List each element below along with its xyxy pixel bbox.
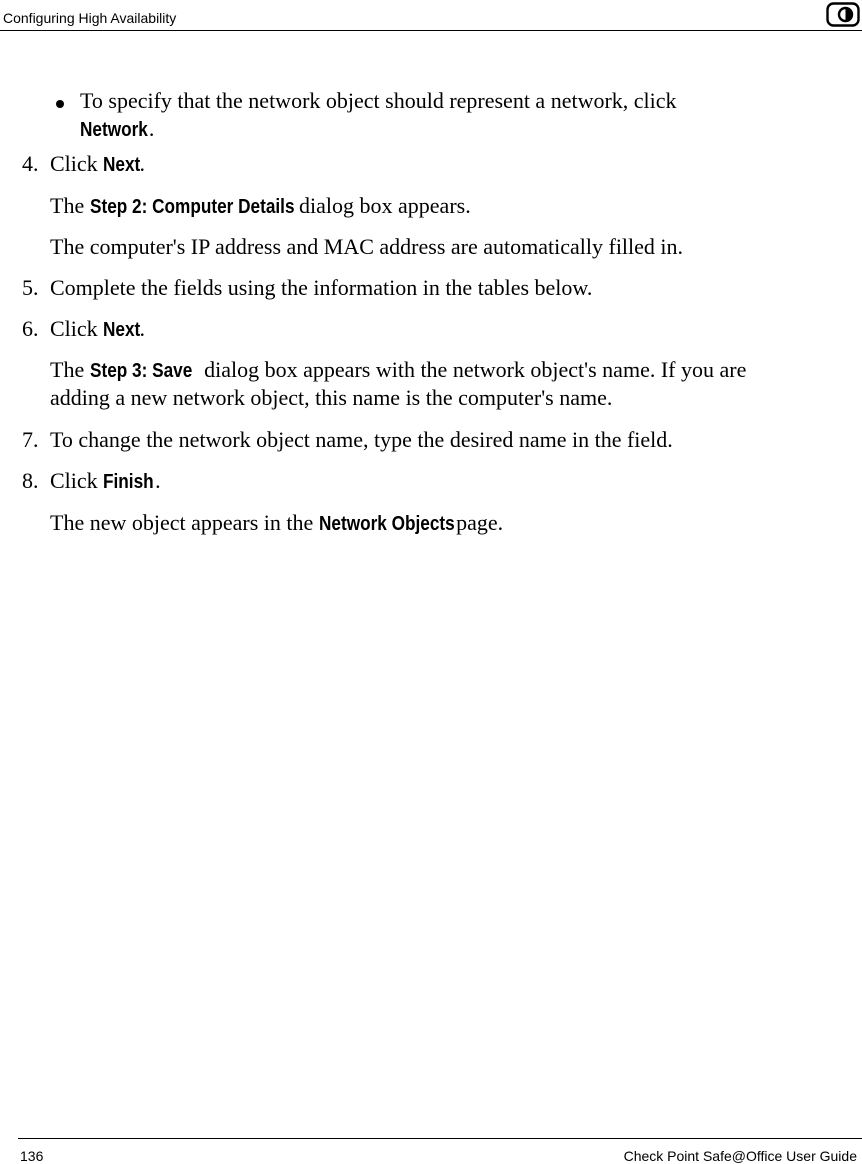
step8-result: The new object appears in the Network Objects page. — [50, 510, 504, 535]
step-number: 5. — [22, 275, 39, 300]
bullet-text-line2: Network. — [80, 116, 155, 141]
page-header — [0, 0, 862, 32]
page-number: 136 — [20, 1148, 44, 1164]
footer-divider — [18, 1138, 862, 1139]
step6-result-line2: adding a new network object, this name is the computer's name. — [50, 385, 613, 410]
ui-term-next: Next — [103, 154, 141, 176]
step-number: 8. — [22, 468, 39, 493]
step-number: 7. — [22, 427, 39, 452]
ui-term-network-objects: Network Objects — [318, 513, 455, 535]
bullet-text-line1 — [80, 88, 677, 114]
step-number: 4. — [22, 151, 39, 176]
guide-title: Check Point Safe@Office User Guide — [623, 1148, 857, 1164]
step6-instruction: Click Next. — [50, 316, 146, 341]
step6-result-line1: The Step 3: Save dialog box appears with the network object's name. If you are — [50, 357, 747, 382]
step-number: 6. — [22, 316, 39, 341]
step4-result: The Step 2: Computer Details dialog box appears. — [50, 193, 471, 218]
check-point-logo-icon — [826, 2, 860, 28]
step8-instruction: Click Finish. — [50, 468, 161, 493]
header-divider — [0, 30, 862, 31]
step7-instruction: To change the network object name, type the desired name in the field. — [50, 427, 673, 452]
bullet-marker — [56, 100, 64, 108]
step5-instruction: Complete the fields using the information in the tables below. — [50, 275, 593, 300]
page-footer — [0, 1135, 862, 1163]
ui-term-next: Next — [103, 319, 141, 341]
step4-instruction: Click Next. — [50, 151, 146, 176]
ui-term-step2-dialog: Step 2: Computer Details — [89, 196, 295, 218]
ui-term-step3-dialog: Step 3: Save — [89, 360, 193, 382]
bullet-text: To specify that the network object should represent a network, click — [80, 88, 677, 113]
step4-note: The computer's IP address and MAC address are automatically filled in. — [50, 234, 684, 259]
header-title: Configuring High Availability — [3, 10, 177, 26]
ui-term-finish: Finish — [103, 471, 154, 493]
ui-term-network: Network — [80, 119, 148, 141]
